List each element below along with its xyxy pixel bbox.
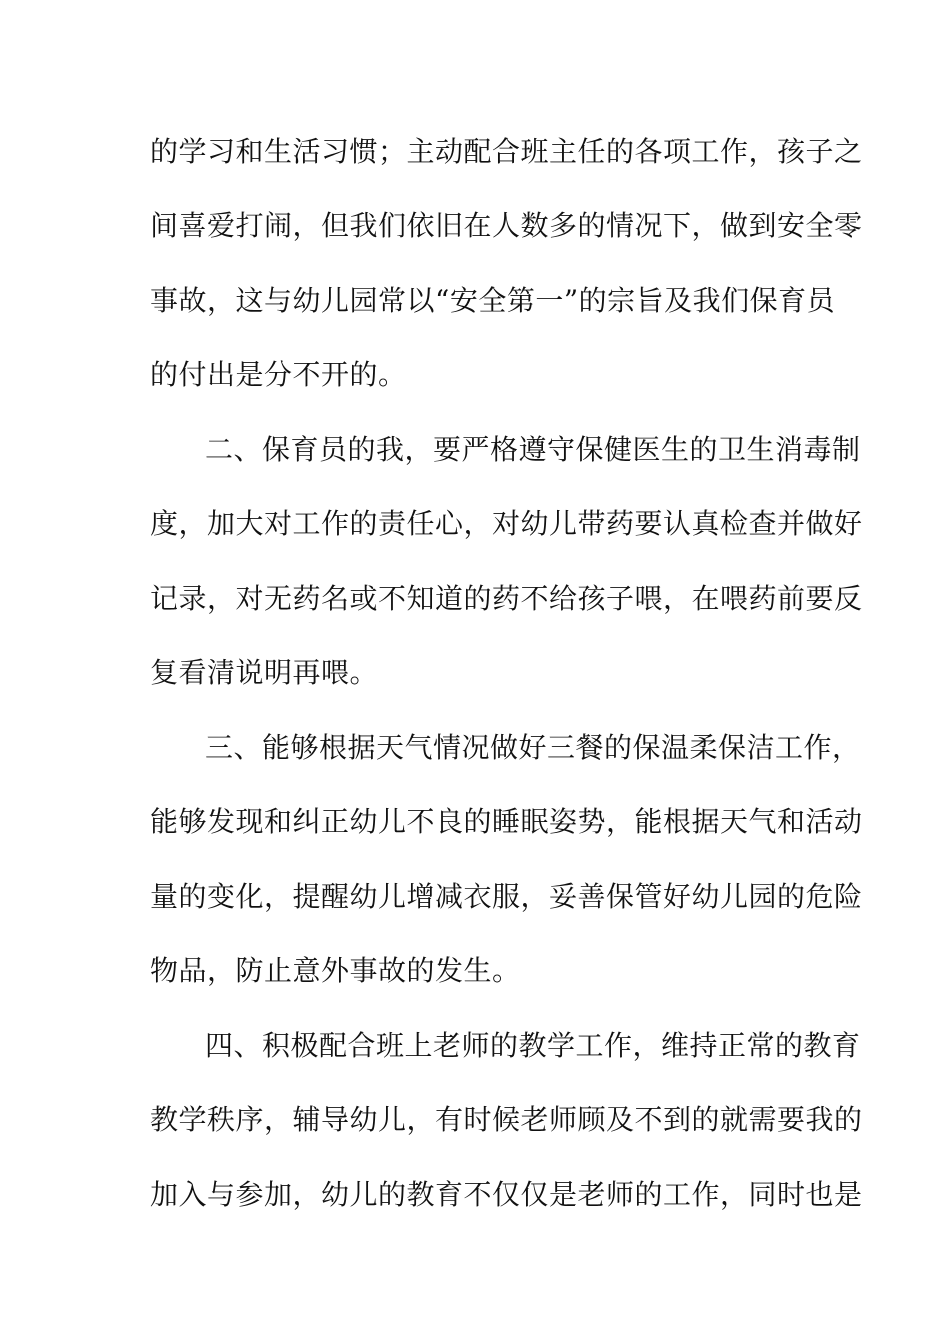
text-line: 度，加大对工作的责任心，对幼儿带药要认真检查并做好 [150,507,863,540]
text-line: 能够发现和纠正幼儿不良的睡眠姿势，能根据天气和活动 [150,805,863,838]
text-line: 的学习和生活习惯；主动配合班主任的各项工作，孩子之 [150,135,863,168]
text-line: 事故，这与幼儿园常以“安全第一”的宗旨及我们保育员 [150,284,836,317]
paragraph-start-line: 二、保育员的我，要严格遵守保健医生的卫生消毒制 [205,433,861,466]
text-line: 间喜爱打闹，但我们依旧在人数多的情况下，做到安全零 [150,209,863,242]
text-line: 教学秩序，辅导幼儿，有时候老师顾及不到的就需要我的 [150,1103,863,1136]
text-line: 记录，对无药名或不知道的药不给孩子喂，在喂药前要反 [150,582,863,615]
text-line: 物品，防止意外事故的发生。 [150,954,521,987]
text-line: 量的变化，提醒幼儿增减衣服，妥善保管好幼儿园的危险 [150,880,863,913]
text-line: 的付出是分不开的。 [150,358,407,391]
text-line: 加入与参加，幼儿的教育不仅仅是老师的工作，同时也是 [150,1178,863,1211]
text-line: 复看清说明再喂。 [150,656,379,689]
paragraph-start-line: 四、积极配合班上老师的教学工作，维持正常的教育 [205,1029,861,1062]
paragraph-start-line: 三、能够根据天气情况做好三餐的保温柔保洁工作， [205,731,861,764]
